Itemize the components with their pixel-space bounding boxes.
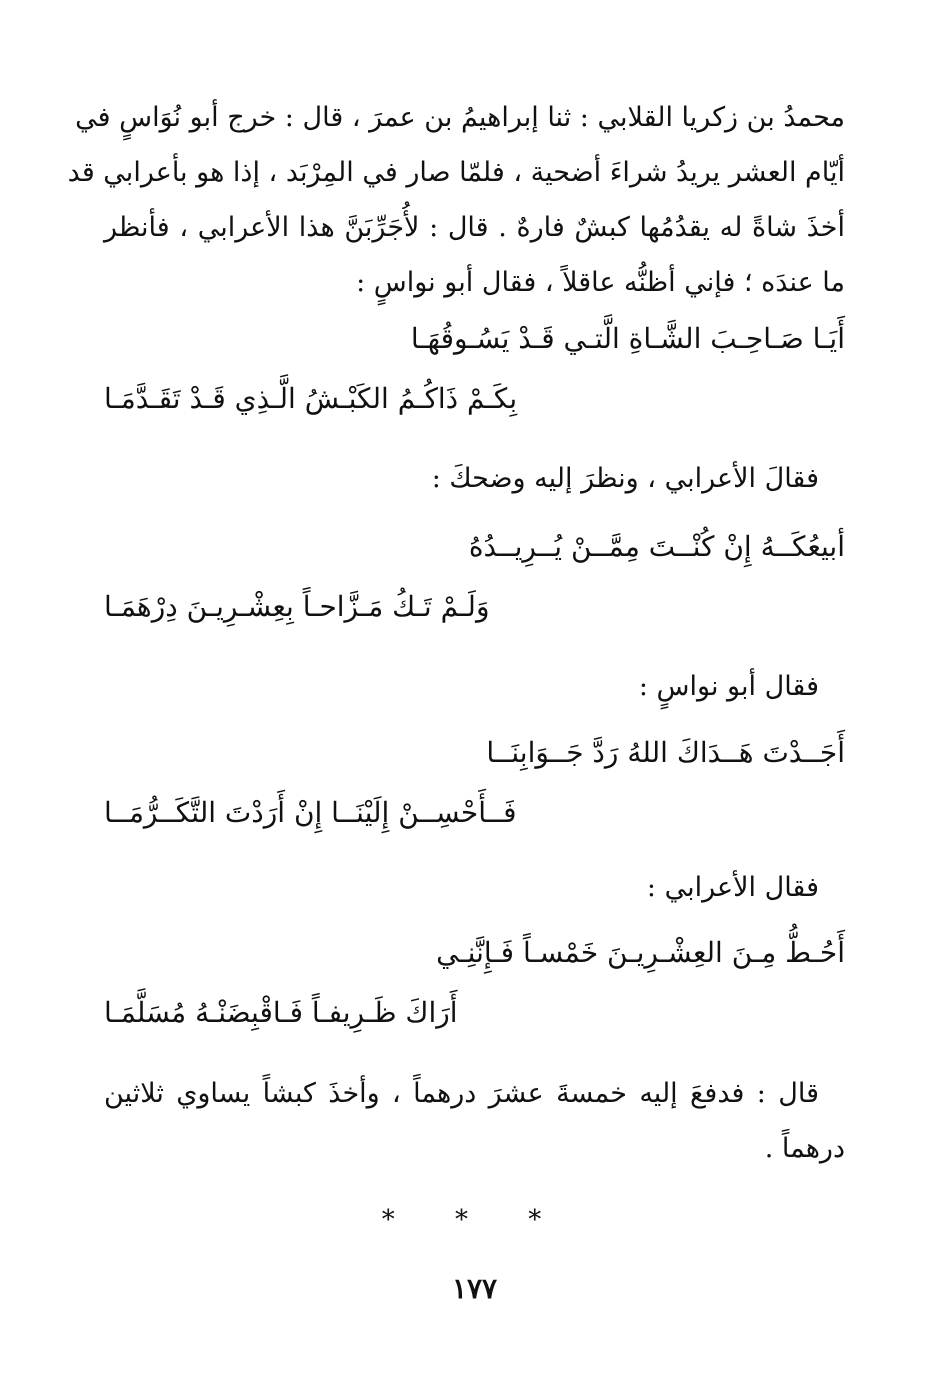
text-line: ما عندَه ؛ فإني أظنُّه عاقلاً ، فقال أبو نواسٍ :: [356, 267, 845, 298]
section-separator: * * *: [381, 1205, 568, 1235]
verse-4-second-hemistich: أَرَاكَ ظَـرِيفـاً فَـاقْبِضَنْـهُ مُسَلَّمَـا: [104, 996, 458, 1029]
verse-1-second-hemistich: بِكَـمْ ذَاكُـمُ الكَبْـشُ الَّـذِي قَـدْ تَقَـدَّمَـا: [104, 382, 518, 415]
verse-2-second-hemistich: وَلَـمْ تَـكُ مَـزَّاحـاً بِعِشْـرِيـنَ دِرْهَمَـا: [104, 590, 490, 623]
closing-paragraph: [104, 1066, 845, 1176]
verse-2-first-hemistich: أبيعُكَــهُ إِنْ كُنْــتَ مِمَّــنْ يُــرِيــدُهُ: [468, 530, 845, 563]
verse-3-first-hemistich: أَجَــدْتَ هَــدَاكَ اللهُ رَدَّ جَــوَابِنَــا: [486, 736, 845, 769]
verse-1-first-hemistich: أَيَـا صَـاحِـبَ الشَّـاةِ الَّتـي قَـدْ يَسُـوقُهَـا: [410, 322, 845, 355]
narration-line: فقال الأعرابي :: [646, 872, 819, 903]
text-line: محمدُ بن زكريا القلابي : ثنا إبراهيمُ بن عمرَ ، قال : خرج أبو نُوَاسٍ في: [75, 102, 845, 133]
verse-3-second-hemistich: فَــأَحْسِــنْ إِلَيْنَــا إِنْ أَرَدْتَ التَّكَــرُّمَــا: [104, 796, 517, 829]
text-line: أخذَ شاةً له يقدُمُها كبشٌ فارهٌ . قال : لأُجَرِّبَنَّ هذا الأعرابي ، فأنظر: [104, 212, 845, 243]
narration-line: فقالَ الأعرابي ، ونظرَ إليه وضحكَ :: [431, 463, 819, 494]
text-line: قال : فدفعَ إليه خمسةَ عشرَ درهماً ، وأخذَ كبشاً يساوي ثلاثين: [104, 1078, 819, 1109]
text-line: درهماً .: [764, 1133, 845, 1164]
page-number: ١٧٧: [451, 1272, 498, 1305]
opening-paragraph: [67, 90, 845, 310]
narration-line: فقال أبو نواسٍ :: [638, 671, 819, 702]
verse-4-first-hemistich: أَحُـطُّ مِـنَ العِشْـرِيـنَ خَمْسـاً فَـإِنَّنِـي: [436, 936, 845, 969]
text-line: أيّام العشر يريدُ شراءَ أضحية ، فلمّا صار في المِرْبَد ، إذا هو بأعرابي قد: [67, 157, 845, 188]
